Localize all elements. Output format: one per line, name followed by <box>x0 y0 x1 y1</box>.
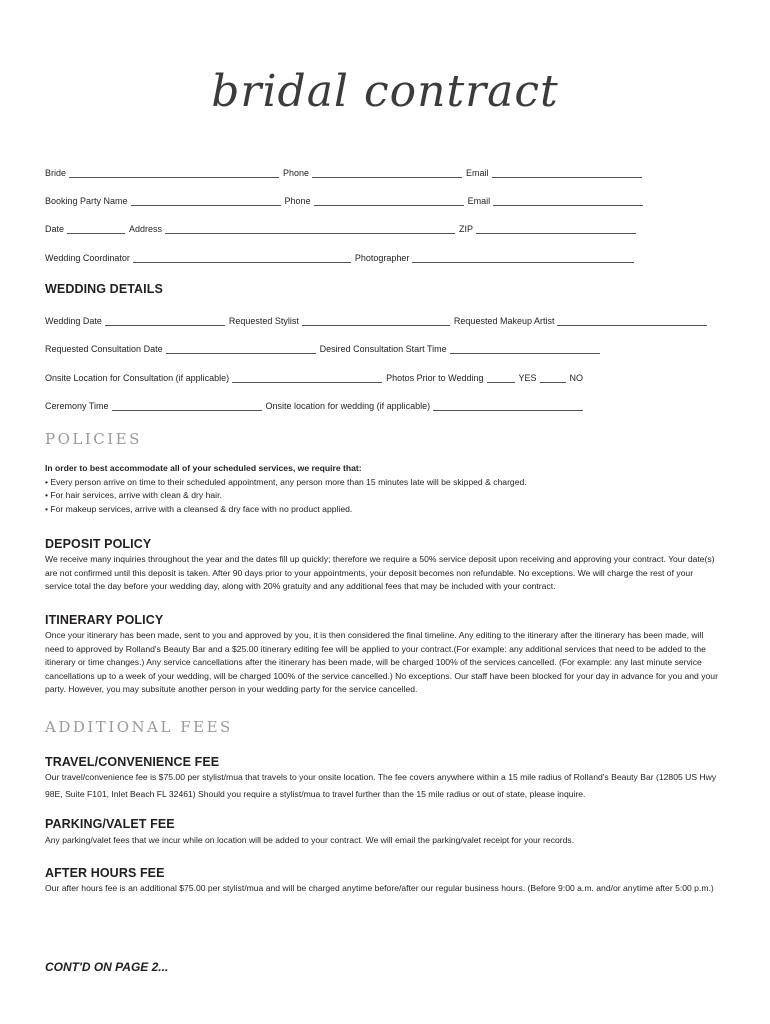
requested-stylist-label: Requested Stylist <box>228 316 299 326</box>
yes-label: YES <box>518 373 537 383</box>
continued-note: CONT'D ON PAGE 2... <box>45 960 169 974</box>
phone-label: Phone <box>284 196 311 206</box>
bride-label: Bride <box>45 168 67 178</box>
after-hours-fee-body <box>45 882 725 896</box>
parking-fee-body <box>45 834 725 848</box>
policy-bullet: • For makeup services, arrive with a cleansed & dry face with no product applied. <box>45 503 353 514</box>
email-label: Email <box>467 196 491 206</box>
ceremony-time-field[interactable] <box>112 401 262 411</box>
travel-fee-line: 98E, Suite F101, Inlet Beach FL 32461) Should you require a stylist/mua to travel further than the 15 mile radius or out of state, please inquire. <box>45 788 586 799</box>
parking-fee-line: Any parking/valet fees that we incur while on location will be added to your contract. We will email the parking/valet receipt for your records. <box>45 835 575 845</box>
parking-fee-heading: PARKING/VALET FEE <box>45 817 175 831</box>
date-field[interactable] <box>67 224 125 234</box>
contact-row-bride <box>45 164 646 178</box>
details-row-4 <box>45 397 587 411</box>
onsite-consultation-label: Onsite Location for Consultation (if applicable) <box>45 373 230 383</box>
no-label: NO <box>569 373 584 383</box>
contract-title: bridal contract <box>211 66 559 117</box>
requested-makeup-artist-label: Requested Makeup Artist <box>453 316 555 326</box>
itinerary-line: party. However, you may subsitute another person in your wedding party for the service cancelled. <box>45 684 418 695</box>
zip-label: ZIP <box>459 224 474 234</box>
phone-field[interactable] <box>312 168 462 178</box>
details-row-3 <box>45 369 586 383</box>
contact-row-address <box>45 220 640 234</box>
booking-party-field[interactable] <box>131 196 281 206</box>
onsite-wedding-location-label: Onsite location for wedding (if applicable) <box>265 401 431 411</box>
policy-bullet: • Every person arrive on time to their scheduled appointment, any person more than 15 minutes late will be skipped & charged. <box>45 476 527 487</box>
policies-intro: In order to best accommodate all of your scheduled services, we require that: <box>45 463 362 473</box>
details-row-1 <box>45 312 711 326</box>
onsite-consultation-field[interactable] <box>232 373 382 383</box>
date-label: Date <box>45 224 65 234</box>
wedding-date-field[interactable] <box>105 316 225 326</box>
itinerary-line: Once your itinerary has been made, sent to you and approved by you, it is then considered the final timeline. Any editing to the itinerary after the itinerary has been made, will <box>45 630 704 640</box>
coordinator-label: Wedding Coordinator <box>45 253 130 263</box>
deposit-policy-body <box>45 553 725 594</box>
photos-prior-label: Photos Prior to Wedding <box>386 373 484 383</box>
details-row-2 <box>45 340 604 354</box>
coordinator-field[interactable] <box>133 253 351 263</box>
consultation-date-label: Requested Consultation Date <box>45 344 163 354</box>
deposit-line: service total the day before your wedding day, along with 20% gratuity and any additional fees that may be included with your contract. <box>45 581 556 592</box>
requested-stylist-field[interactable] <box>302 316 450 326</box>
bride-field[interactable] <box>69 168 279 178</box>
itinerary-policy-body <box>45 629 725 697</box>
itinerary-line: cancellations up to a week of your wedding, will be charged 100% of the service cancelled.) No exceptions. Our staff have been blocked for your day in advance for you and your <box>45 670 718 681</box>
wedding-details-heading: WEDDING DETAILS <box>45 282 163 296</box>
itinerary-line: itinerary or time changes.) Any service cancellations after the itinerary has been made, will be charged 100% of the services cancelled. (For example: any last minute service <box>45 657 702 668</box>
zip-field[interactable] <box>476 224 636 234</box>
additional-fees-heading: ADDITIONAL FEES <box>45 718 233 736</box>
wedding-date-label: Wedding Date <box>45 316 102 326</box>
consultation-date-field[interactable] <box>166 344 316 354</box>
requested-makeup-artist-field[interactable] <box>557 316 707 326</box>
photographer-field[interactable] <box>412 253 634 263</box>
policies-body <box>45 462 725 516</box>
booking-party-label: Booking Party Name <box>45 196 128 206</box>
after-hours-fee-line: Our after hours fee is an additional $75.00 per stylist/mua and will be charged anytime before/after our regular business hours. (Before 9:00 a.m. and/or anytime after 5:00 p.m.) <box>45 883 714 893</box>
phone-label: Phone <box>283 168 310 178</box>
travel-fee-body <box>45 771 725 801</box>
contact-row-coordinator <box>45 249 638 263</box>
consultation-start-time-field[interactable] <box>450 344 600 354</box>
address-label: Address <box>129 224 163 234</box>
itinerary-line: need to approved by Rolland's Beauty Bar and a $25.00 itinerary editing fee will be applied to your contract.(For example: any additional services that need to be added to the <box>45 643 706 654</box>
photos-no-field[interactable] <box>540 373 566 383</box>
photos-yes-field[interactable] <box>487 373 515 383</box>
consultation-start-time-label: Desired Consultation Start Time <box>319 344 447 354</box>
after-hours-fee-heading: AFTER HOURS FEE <box>45 866 165 880</box>
itinerary-policy-heading: ITINERARY POLICY <box>45 613 164 627</box>
email-field[interactable] <box>493 196 643 206</box>
deposit-line: We receive many inquiries throughout the year and the dates fill up quickly; therefore we require a 50% service deposit upon receiving and approving your contract. Your date(s) <box>45 554 715 564</box>
deposit-policy-heading: DEPOSIT POLICY <box>45 537 152 551</box>
travel-fee-line: Our travel/convenience fee is $75.00 per stylist/mua that travels to your onsite location. The fee covers anywhere within a 15 mile radius of Rolland's Beauty Bar (12805 US Hwy <box>45 772 717 782</box>
email-field[interactable] <box>492 168 642 178</box>
policy-bullet: • For hair services, arrive with clean & dry hair. <box>45 490 222 501</box>
photographer-label: Photographer <box>354 253 410 263</box>
phone-field[interactable] <box>314 196 464 206</box>
onsite-wedding-location-field[interactable] <box>433 401 583 411</box>
travel-fee-heading: TRAVEL/CONVENIENCE FEE <box>45 755 220 769</box>
contact-row-booking <box>45 192 647 206</box>
email-label: Email <box>466 168 489 178</box>
ceremony-time-label: Ceremony Time <box>45 401 109 411</box>
deposit-line: are not confirmed until this deposit is taken. After 90 days prior to your appointments, your deposit becomes non refundable. No exceptions. We will charge the rest of your <box>45 567 694 578</box>
address-field[interactable] <box>165 224 455 234</box>
policies-heading: POLICIES <box>45 430 142 448</box>
